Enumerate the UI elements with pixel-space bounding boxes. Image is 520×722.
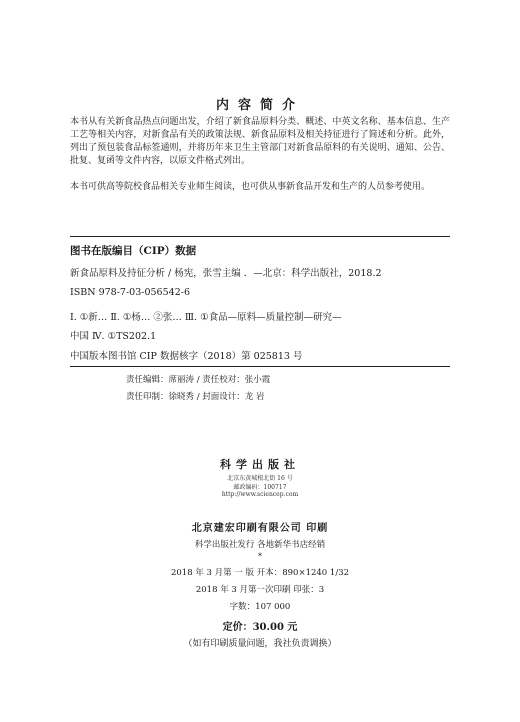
cip-line-record: 中国版本图书馆 CIP 数据核字（2018）第 025813 号 xyxy=(70,351,303,362)
credit-print-design: 责任印制：徐晓秀 / 封面设计：龙 岩 xyxy=(126,392,265,402)
cip-line-isbn: ISBN 978-7-03-056542-6 xyxy=(70,287,190,298)
cip-line-classification: Ⅰ. ①新… Ⅱ. ①杨… ②张… Ⅲ. ①食品—原料—质量控制—研究— xyxy=(70,312,342,323)
cip-heading: 图书在版编目（CIP）数据 xyxy=(70,245,197,257)
cip-line-title: 新食品原料及持征分析 / 杨宪，张雪主编 ．—北京：科学出版社，2018.2 xyxy=(70,268,382,279)
publisher-website: http://www.sciencep.com xyxy=(221,491,299,498)
summary-paragraph-1: 本书从有关新食品热点问题出发，介绍了新食品原料分类、概述、中英文名称、基本信息、生产工艺等相关内容，对新食品有关的政策法规、新食品原料及相关持征进行了简述和分析。此外，列出了预包装食品标签通则，并将历年来卫生主管部门对新食品原料的有关说明、通知、公告、批复、复函等文件内容，以原文件格式列出。 xyxy=(70,117,450,166)
printing-line: 2018 年 3 月第一次印刷 印张：3 xyxy=(195,585,325,595)
credit-editors: 责任编辑：席丽涛 / 责任校对：张小霞 xyxy=(126,375,271,385)
printer-line: 北京建宏印刷有限公司 印刷 xyxy=(191,523,329,534)
summary-paragraph-2: 本书可供高等院校食品相关专业师生阅读，也可供从事新食品开发和生产的人员参考使用。 xyxy=(70,182,431,192)
summary-title: 内容简介 xyxy=(215,98,304,113)
separator-star: * xyxy=(258,552,262,561)
cip-line-classification-cont: 中国 Ⅳ. ①TS202.1 xyxy=(70,331,157,342)
distribution-line: 科学出版社发行 各地新华书店经销 xyxy=(194,540,326,550)
publisher-name: 科学出版社 xyxy=(220,458,300,471)
edition-line: 2018 年 3 月第 一 版 开本：890×1240 1/32 xyxy=(170,568,350,578)
publisher-postcode: 邮政编码：100717 xyxy=(233,484,287,491)
word-count: 字数：107 000 xyxy=(229,602,291,612)
price: 定价：30.00 元 xyxy=(222,622,298,633)
divider-top xyxy=(70,236,450,237)
quality-notice: （如有印刷质量问题，我社负责调换） xyxy=(183,639,337,649)
divider-bottom xyxy=(70,366,450,367)
publisher-address: 北京东黄城根北街 16 号 xyxy=(227,475,293,482)
